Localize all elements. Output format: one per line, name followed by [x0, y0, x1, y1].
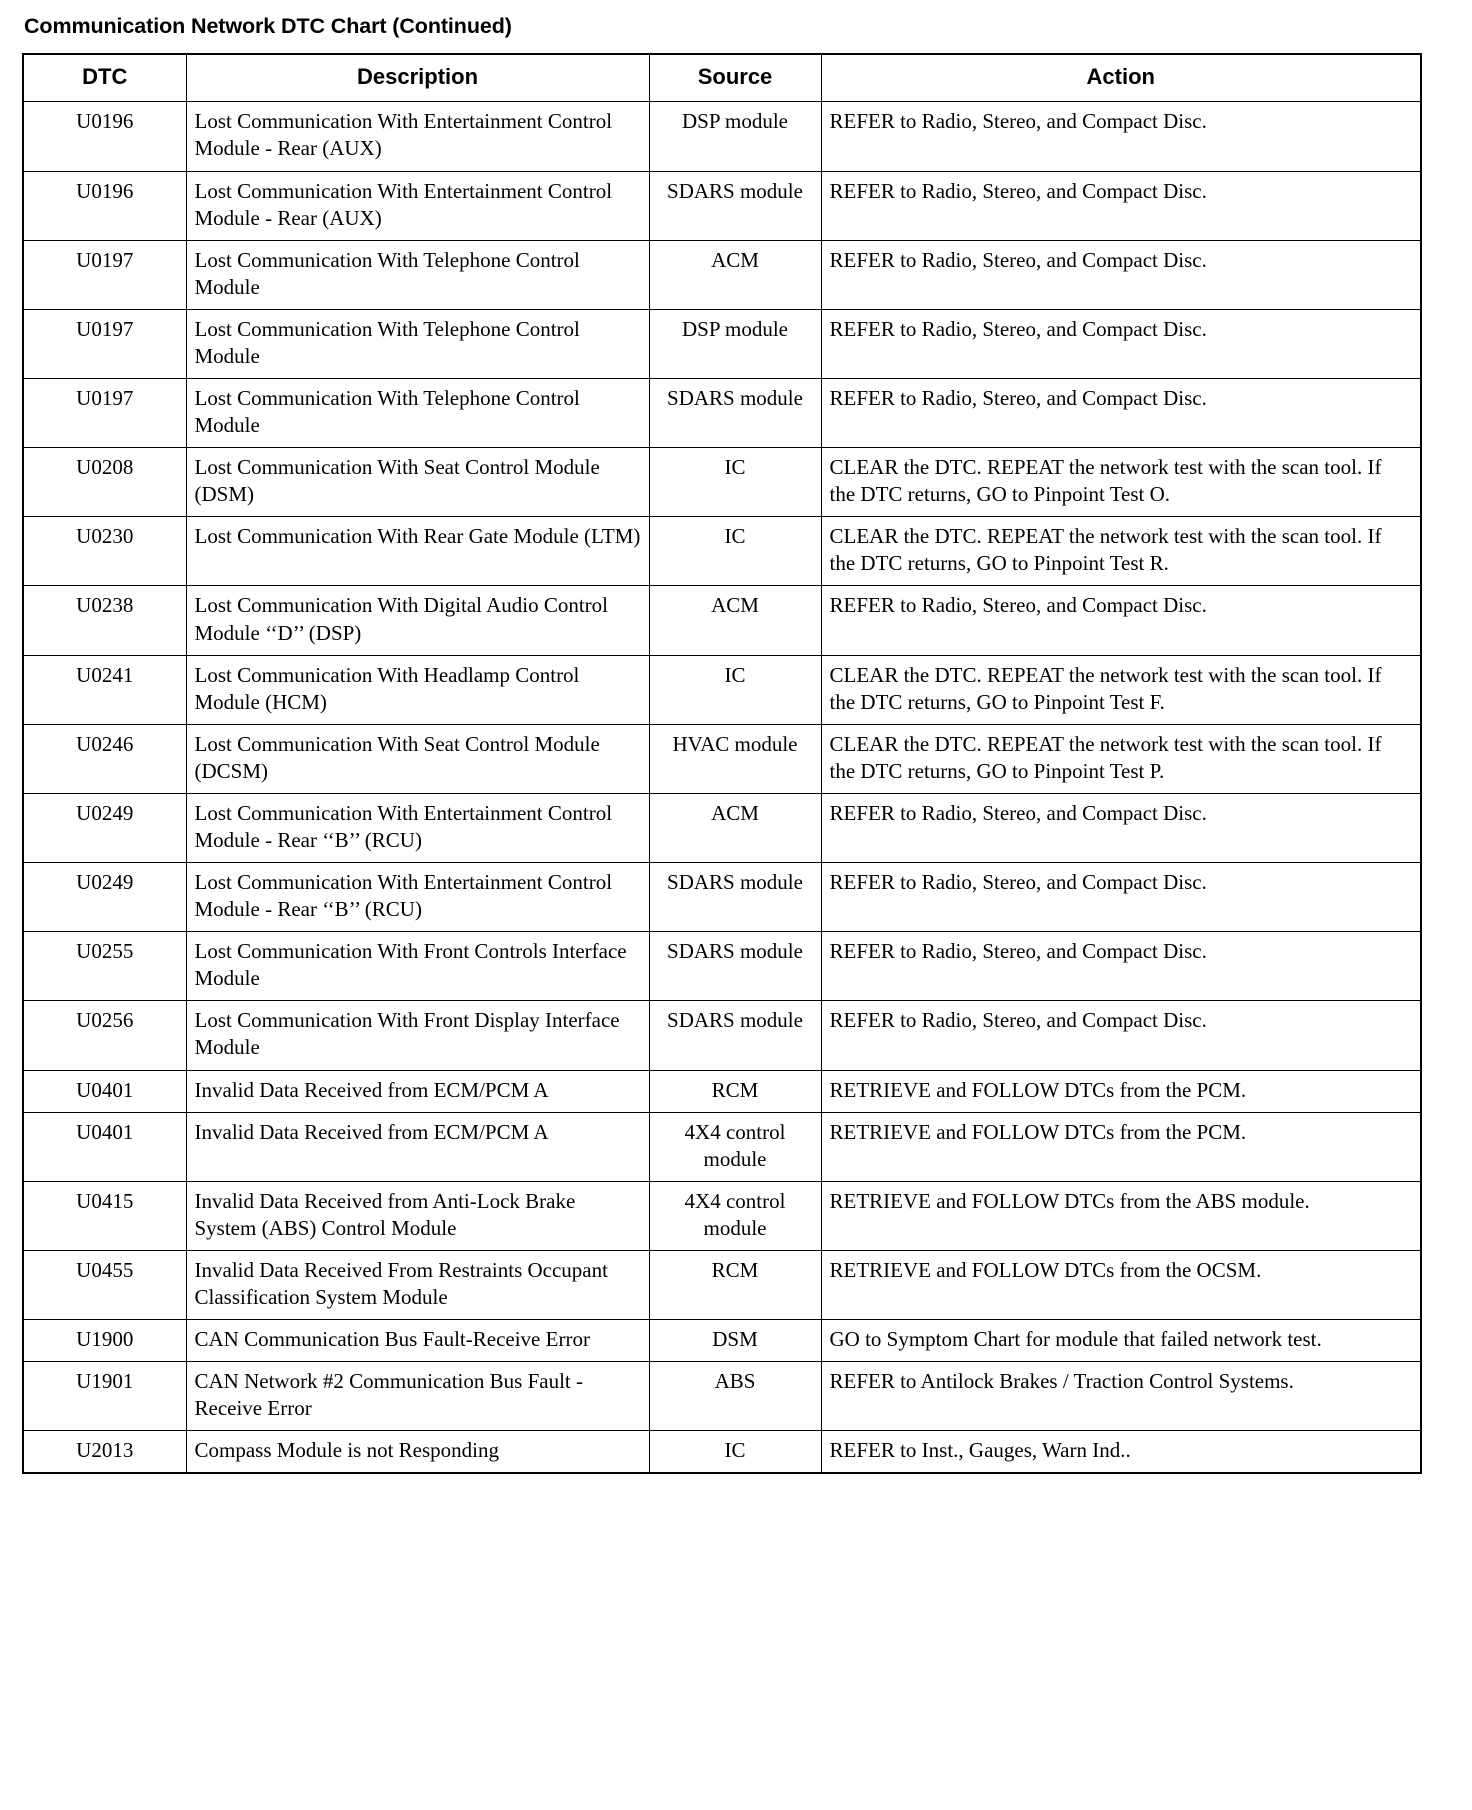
cell-action: GO to Symptom Chart for module that failed network test. [821, 1320, 1421, 1362]
cell-description: Invalid Data Received from ECM/PCM A [186, 1112, 649, 1181]
cell-description: Lost Communication With Front Display Interface Module [186, 1001, 649, 1070]
cell-action: CLEAR the DTC. REPEAT the network test with the scan tool. If the DTC returns, GO to Pinpoint Test F. [821, 655, 1421, 724]
cell-action: REFER to Radio, Stereo, and Compact Disc. [821, 863, 1421, 932]
cell-dtc: U0196 [23, 102, 186, 171]
cell-source: RCM [649, 1070, 821, 1112]
cell-dtc: U0249 [23, 863, 186, 932]
cell-description: Lost Communication With Rear Gate Module (LTM) [186, 517, 649, 586]
cell-description: Lost Communication With Entertainment Control Module - Rear (AUX) [186, 102, 649, 171]
column-header-description: Description [186, 54, 649, 102]
cell-dtc: U0241 [23, 655, 186, 724]
cell-source: SDARS module [649, 932, 821, 1001]
dtc-chart-table [22, 53, 1422, 1474]
cell-dtc: U0246 [23, 724, 186, 793]
table-row [23, 1431, 1421, 1474]
cell-dtc: U0197 [23, 309, 186, 378]
cell-dtc: U2013 [23, 1431, 186, 1474]
cell-action: REFER to Radio, Stereo, and Compact Disc. [821, 793, 1421, 862]
column-header-dtc: DTC [23, 54, 186, 102]
cell-action: CLEAR the DTC. REPEAT the network test with the scan tool. If the DTC returns, GO to Pinpoint Test R. [821, 517, 1421, 586]
cell-source: IC [649, 448, 821, 517]
cell-dtc: U0256 [23, 1001, 186, 1070]
cell-dtc: U0208 [23, 448, 186, 517]
table-row [23, 793, 1421, 862]
cell-description: Lost Communication With Headlamp Control Module (HCM) [186, 655, 649, 724]
cell-description: CAN Communication Bus Fault-Receive Error [186, 1320, 649, 1362]
cell-description: Lost Communication With Entertainment Control Module - Rear ‘‘B’’ (RCU) [186, 793, 649, 862]
cell-action: REFER to Radio, Stereo, and Compact Disc. [821, 240, 1421, 309]
table-row [23, 309, 1421, 378]
cell-source: 4X4 control module [649, 1181, 821, 1250]
cell-dtc: U0415 [23, 1181, 186, 1250]
cell-description: Lost Communication With Digital Audio Control Module ‘‘D’’ (DSP) [186, 586, 649, 655]
cell-action: REFER to Radio, Stereo, and Compact Disc. [821, 309, 1421, 378]
table-body [23, 102, 1421, 1474]
cell-action: REFER to Radio, Stereo, and Compact Disc. [821, 171, 1421, 240]
cell-action: REFER to Radio, Stereo, and Compact Disc. [821, 586, 1421, 655]
table-row [23, 1320, 1421, 1362]
table-row [23, 724, 1421, 793]
cell-action: RETRIEVE and FOLLOW DTCs from the PCM. [821, 1112, 1421, 1181]
cell-description: Invalid Data Received from ECM/PCM A [186, 1070, 649, 1112]
cell-dtc: U0249 [23, 793, 186, 862]
table-row [23, 586, 1421, 655]
cell-source: DSP module [649, 102, 821, 171]
cell-action: RETRIEVE and FOLLOW DTCs from the PCM. [821, 1070, 1421, 1112]
column-header-action: Action [821, 54, 1421, 102]
table-row [23, 379, 1421, 448]
table-row [23, 1112, 1421, 1181]
cell-description: Lost Communication With Seat Control Module (DCSM) [186, 724, 649, 793]
cell-source: ACM [649, 240, 821, 309]
table-row [23, 1070, 1421, 1112]
cell-action: REFER to Antilock Brakes / Traction Control Systems. [821, 1362, 1421, 1431]
cell-action: CLEAR the DTC. REPEAT the network test with the scan tool. If the DTC returns, GO to Pinpoint Test P. [821, 724, 1421, 793]
cell-dtc: U1901 [23, 1362, 186, 1431]
cell-action: CLEAR the DTC. REPEAT the network test with the scan tool. If the DTC returns, GO to Pinpoint Test O. [821, 448, 1421, 517]
cell-dtc: U0197 [23, 240, 186, 309]
cell-action: REFER to Radio, Stereo, and Compact Disc. [821, 379, 1421, 448]
column-header-source: Source [649, 54, 821, 102]
cell-source: RCM [649, 1250, 821, 1319]
cell-source: IC [649, 655, 821, 724]
cell-description: Compass Module is not Responding [186, 1431, 649, 1474]
cell-dtc: U0401 [23, 1112, 186, 1181]
table-row [23, 1181, 1421, 1250]
table-row [23, 1362, 1421, 1431]
cell-description: Lost Communication With Telephone Control Module [186, 240, 649, 309]
table-row [23, 240, 1421, 309]
cell-source: SDARS module [649, 379, 821, 448]
cell-source: IC [649, 1431, 821, 1474]
table-header-row [23, 54, 1421, 102]
cell-source: ACM [649, 586, 821, 655]
cell-description: Lost Communication With Entertainment Control Module - Rear (AUX) [186, 171, 649, 240]
cell-source: DSP module [649, 309, 821, 378]
cell-description: Lost Communication With Telephone Control Module [186, 309, 649, 378]
cell-description: Invalid Data Received From Restraints Occupant Classification System Module [186, 1250, 649, 1319]
cell-dtc: U0197 [23, 379, 186, 448]
cell-dtc: U0455 [23, 1250, 186, 1319]
cell-source: SDARS module [649, 171, 821, 240]
cell-description: Lost Communication With Seat Control Module (DSM) [186, 448, 649, 517]
cell-source: 4X4 control module [649, 1112, 821, 1181]
table-row [23, 1250, 1421, 1319]
cell-source: HVAC module [649, 724, 821, 793]
table-row [23, 932, 1421, 1001]
cell-dtc: U0401 [23, 1070, 186, 1112]
cell-action: RETRIEVE and FOLLOW DTCs from the ABS module. [821, 1181, 1421, 1250]
cell-source: IC [649, 517, 821, 586]
table-row [23, 1001, 1421, 1070]
table-row [23, 517, 1421, 586]
cell-source: ABS [649, 1362, 821, 1431]
table-row [23, 171, 1421, 240]
table-row [23, 448, 1421, 517]
table-row [23, 655, 1421, 724]
page-title: Communication Network DTC Chart (Continued) [24, 14, 512, 38]
cell-description: Lost Communication With Front Controls Interface Module [186, 932, 649, 1001]
table-row [23, 863, 1421, 932]
cell-source: SDARS module [649, 863, 821, 932]
cell-source: ACM [649, 793, 821, 862]
cell-dtc: U1900 [23, 1320, 186, 1362]
cell-action: REFER to Radio, Stereo, and Compact Disc. [821, 1001, 1421, 1070]
cell-action: REFER to Inst., Gauges, Warn Ind.. [821, 1431, 1421, 1474]
cell-description: Lost Communication With Entertainment Control Module - Rear ‘‘B’’ (RCU) [186, 863, 649, 932]
cell-source: DSM [649, 1320, 821, 1362]
cell-source: SDARS module [649, 1001, 821, 1070]
cell-dtc: U0238 [23, 586, 186, 655]
table-row [23, 102, 1421, 171]
cell-description: Lost Communication With Telephone Control Module [186, 379, 649, 448]
cell-action: REFER to Radio, Stereo, and Compact Disc. [821, 102, 1421, 171]
cell-description: CAN Network #2 Communication Bus Fault - Receive Error [186, 1362, 649, 1431]
cell-dtc: U0230 [23, 517, 186, 586]
cell-action: RETRIEVE and FOLLOW DTCs from the OCSM. [821, 1250, 1421, 1319]
cell-description: Invalid Data Received from Anti-Lock Brake System (ABS) Control Module [186, 1181, 649, 1250]
cell-dtc: U0196 [23, 171, 186, 240]
cell-dtc: U0255 [23, 932, 186, 1001]
cell-action: REFER to Radio, Stereo, and Compact Disc. [821, 932, 1421, 1001]
